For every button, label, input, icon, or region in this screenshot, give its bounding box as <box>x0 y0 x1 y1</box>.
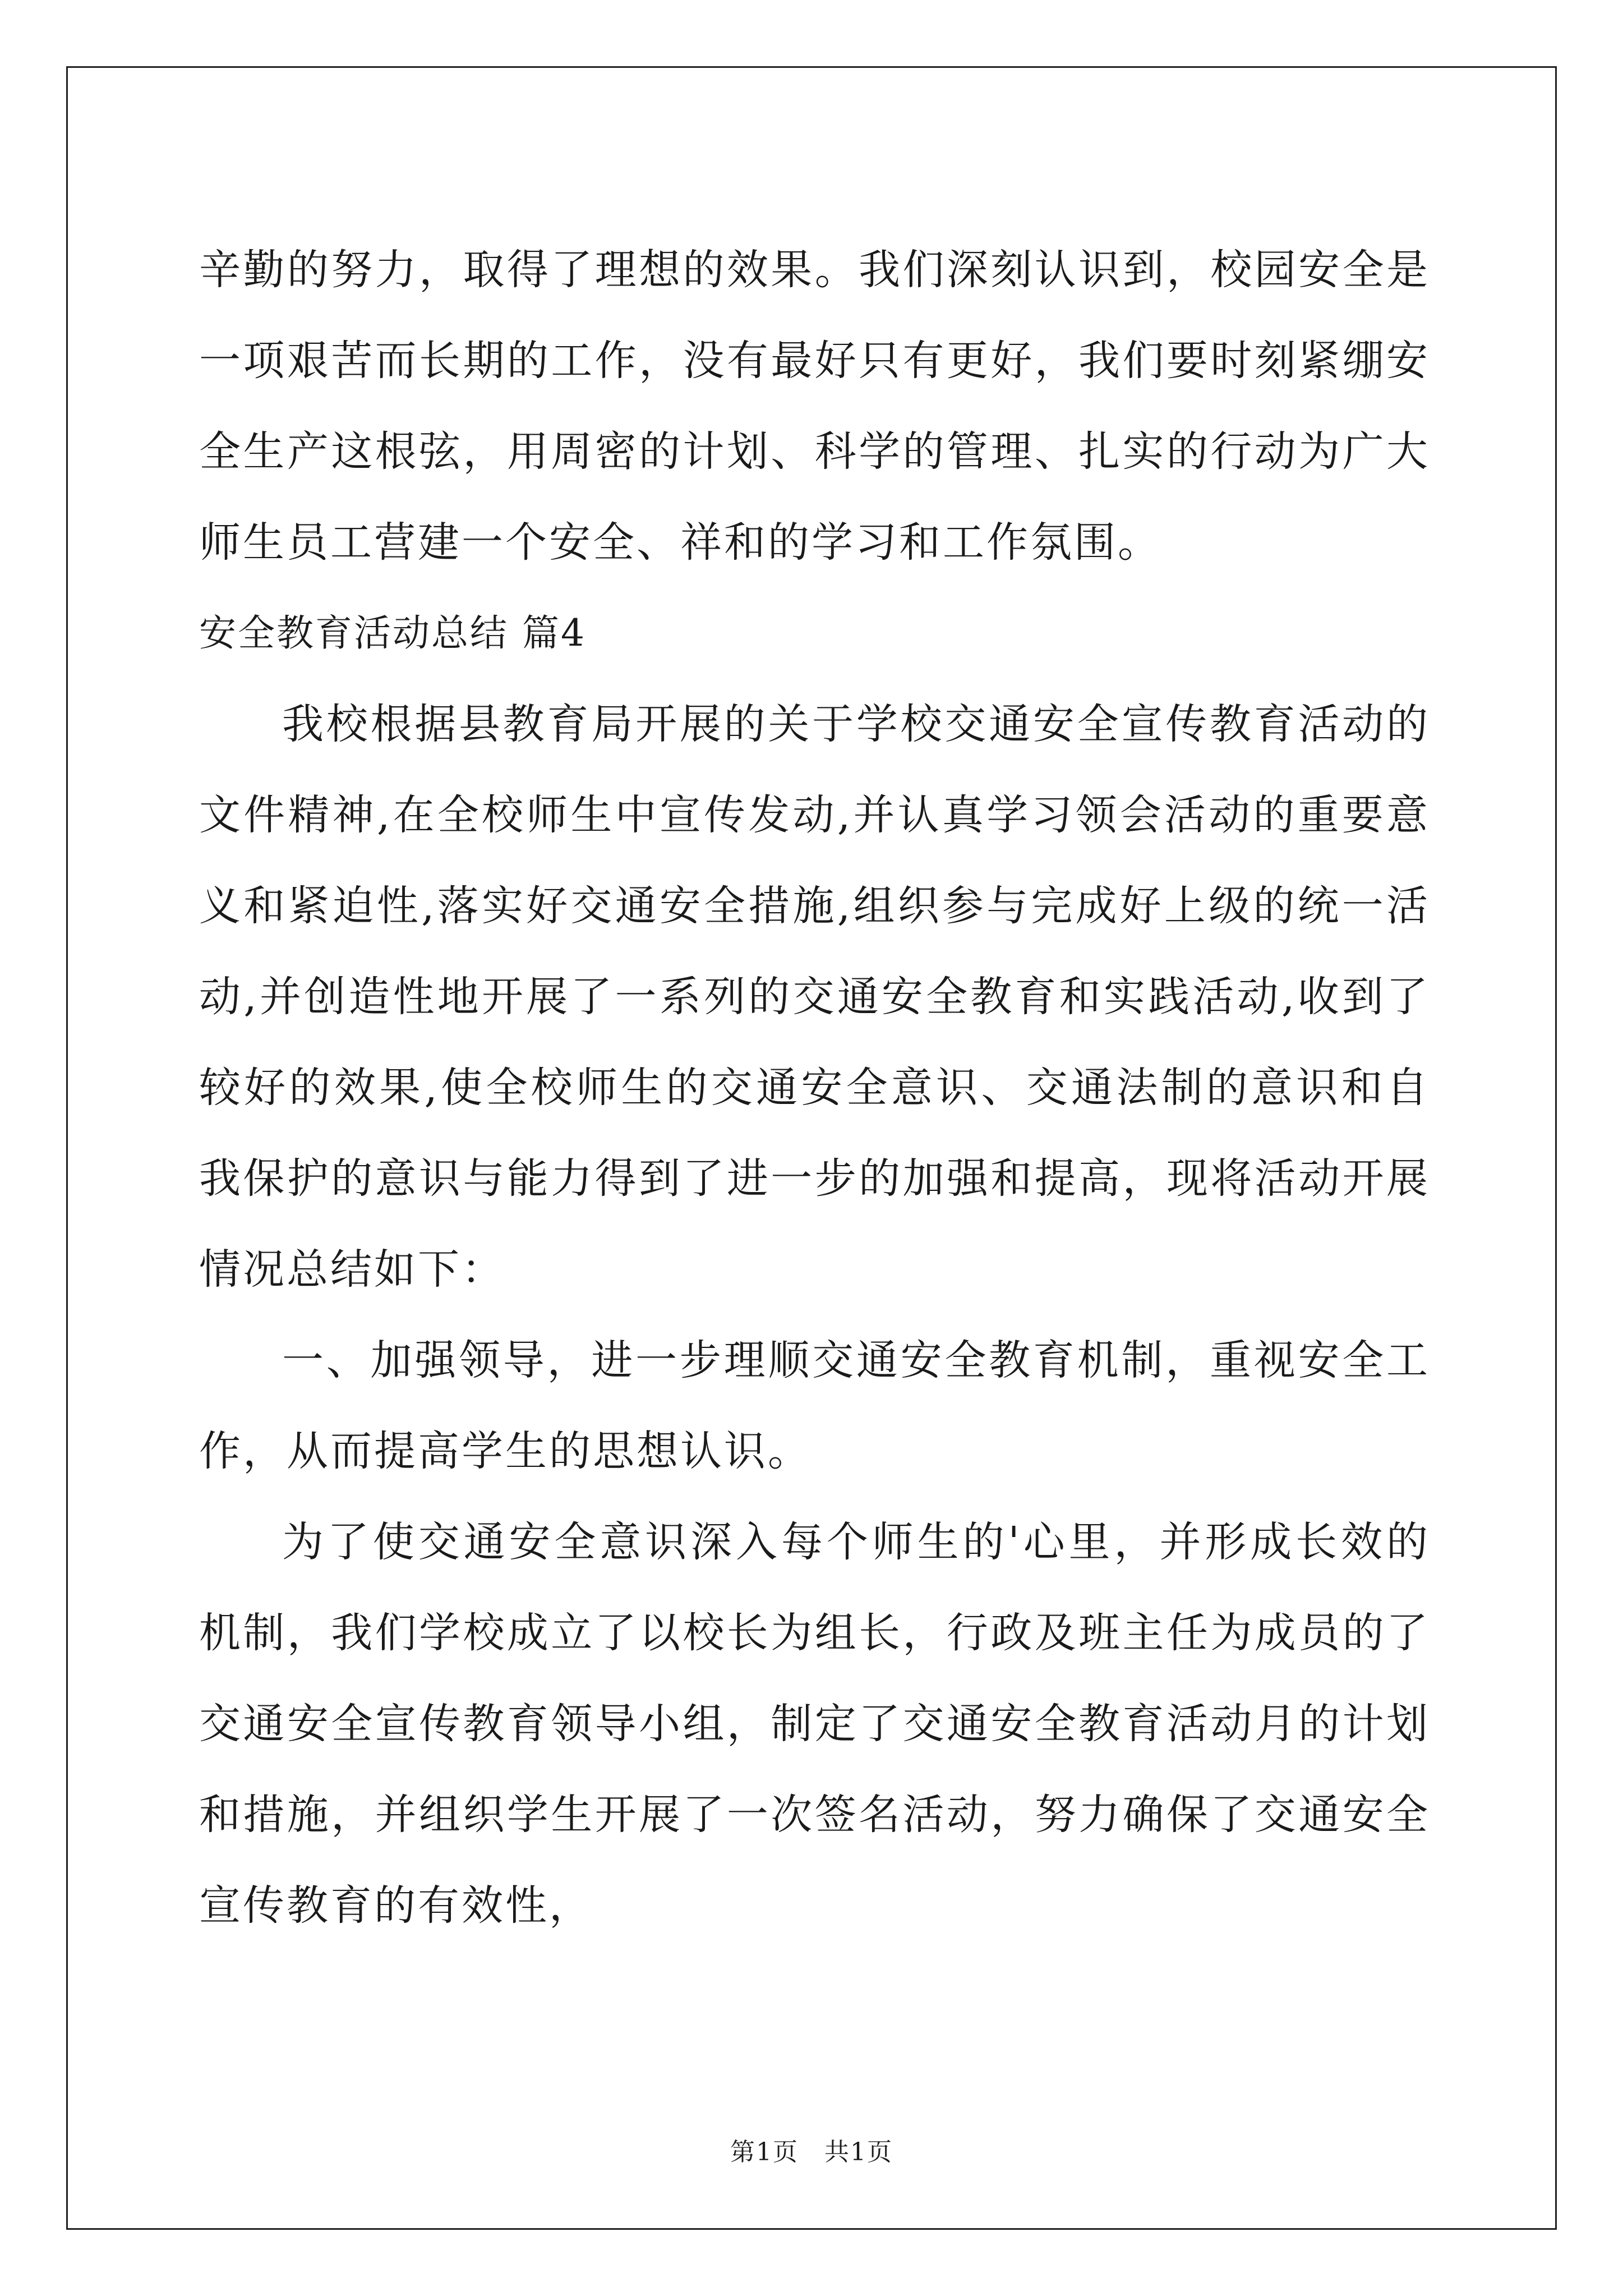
paragraph-continuation: 辛勤的努力，取得了理想的效果。我们深刻认识到，校园安全是一项艰苦而长期的工作，没有最好只有更好，我们要时刻紧绷安全生产这根弦，用周密的计划、科学的管理、扎实的行动为广大师生员工营建一个安全、祥和的学习和工作氛围。 <box>199 246 1430 567</box>
paragraph-detail: 为了使交通安全意识深入每个师生的'心里，并形成长效的机制，我们学校成立了以校长为组长，行政及班主任为成员的了交通安全宣传教育领导小组，制定了交通安全教育活动月的计划和措施，并组织学生开展了一次签名活动，努力确保了交通安全宣传教育的有效性， <box>199 1518 1430 1930</box>
paragraph-point-one: 一、加强领导，进一步理顺交通安全教育机制，重视安全工作，从而提高学生的思想认识。 <box>199 1336 1430 1475</box>
document-body <box>199 224 1430 1951</box>
paragraph-intro: 我校根据县教育局开展的关于学校交通安全宣传教育活动的文件精神,在全校师生中宣传发动,并认真学习领会活动的重要意义和紧迫性,落实好交通安全措施,组织参与完成好上级的统一活动,并创造性地开展了一系列的交通安全教育和实践活动,收到了较好的效果,使全校师生的交通安全意识、交通法制的意识和自我保护的意识与能力得到了进一步的加强和提高，现将活动开展情况总结如下： <box>199 700 1430 1294</box>
section-heading: 安全教育活动总结 篇4 <box>199 611 586 655</box>
page-footer: 第1页 共1页 <box>730 2138 893 2166</box>
